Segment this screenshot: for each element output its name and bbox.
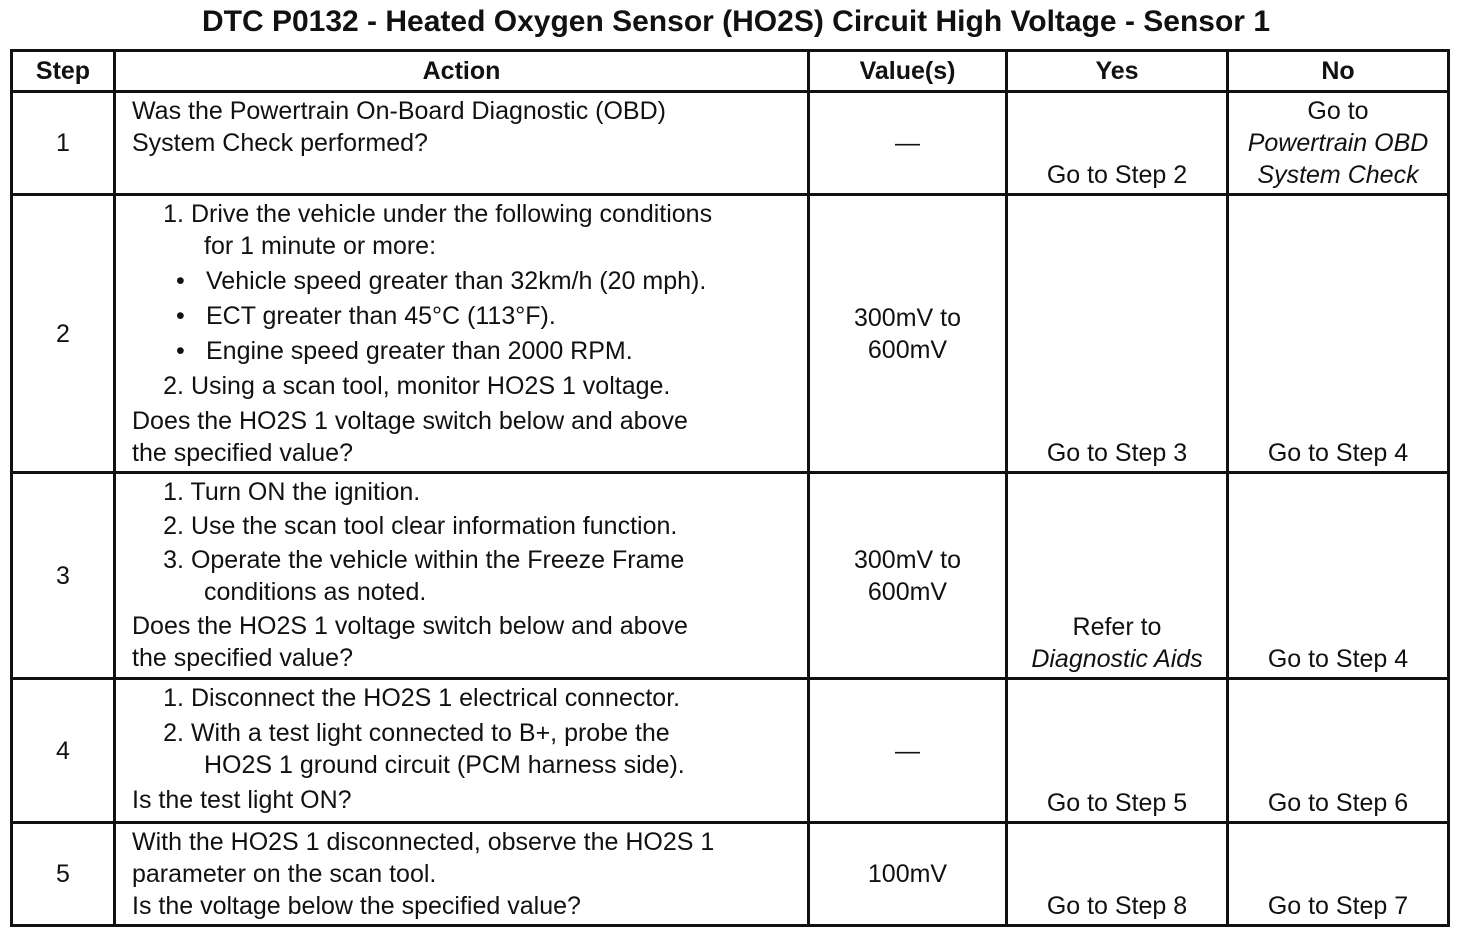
step-number: 2 [12,195,115,473]
yes-link[interactable]: Go to Step 2 [1046,161,1188,189]
page-title: DTC P0132 - Heated Oxygen Sensor (HO2S) Circuit High Voltage - Sensor 1 [201,5,1271,38]
step-number: 5 [12,823,115,926]
no-link[interactable]: Go to Step 6 [1267,789,1409,817]
value-line: 300mV to [853,545,961,574]
action-line: the specified value? [132,439,353,467]
item-number: 2. [163,719,184,747]
yes-cell [1007,679,1228,823]
no-link[interactable]: Go to Step 7 [1267,892,1409,920]
bullet-text: ECT greater than 45°C (113°F). [206,302,556,330]
action-item [132,198,797,262]
value-cell [809,195,1007,473]
action-cell [115,473,809,679]
yes-link[interactable]: Go to Step 5 [1046,789,1188,817]
no-cell [1228,823,1449,926]
no-link[interactable]: Go to [1307,97,1369,125]
bullet-text: Engine speed greater than 2000 RPM. [206,337,633,365]
action-item [132,370,797,402]
no-reference[interactable]: System Check [1257,161,1419,189]
yes-link[interactable]: Refer to [1072,613,1162,641]
value-cell [809,473,1007,679]
item-number: 1. [163,200,184,228]
action-item [132,510,797,542]
no-cell [1228,92,1449,195]
action-line: Is the test light ON? [132,786,352,814]
diagnostic-table [10,49,1450,927]
action-line: the specified value? [132,644,353,672]
action-cell [115,92,809,195]
no-cell [1228,679,1449,823]
condition-bullet [132,300,797,332]
no-cell [1228,195,1449,473]
action-line: Does the HO2S 1 voltage switch below and above [132,407,688,435]
action-line: parameter on the scan tool. [132,860,437,888]
no-reference[interactable]: Powertrain OBD [1247,129,1429,157]
item-number: 2. [163,372,184,400]
action-line: HO2S 1 ground circuit (PCM harness side). [204,751,685,779]
value-line: — [895,129,920,157]
action-item [132,476,797,508]
header-step: Step [12,51,115,92]
action-line: Use the scan tool clear information function. [190,512,678,540]
header-values: Value(s) [809,51,1007,92]
table-row [12,823,1449,926]
action-line: Was the Powertrain On-Board Diagnostic (OBD) [132,97,666,125]
action-item [132,717,797,781]
action-cell [115,679,809,823]
action-line: Using a scan tool, monitor HO2S 1 voltage. [190,372,671,400]
action-line: Disconnect the HO2S 1 electrical connector. [190,684,681,712]
value-cell [809,823,1007,926]
action-item [132,682,797,714]
no-cell [1228,473,1449,679]
bullet-icon: • [176,302,185,330]
action-line: Drive the vehicle under the following conditions [190,200,713,228]
action-line: System Check performed? [132,129,428,157]
yes-reference[interactable]: Diagnostic Aids [1031,645,1203,673]
value-line: 300mV to [853,303,961,332]
action-line: Operate the vehicle within the Freeze Frame [190,546,685,574]
header-yes: Yes [1007,51,1228,92]
action-cell [115,195,809,473]
no-link[interactable]: Go to Step 4 [1267,645,1409,673]
yes-cell [1007,195,1228,473]
condition-bullet [132,265,797,297]
item-number: 1. [163,684,184,712]
value-line: — [895,736,920,765]
no-link[interactable]: Go to Step 4 [1267,439,1409,467]
yes-cell [1007,823,1228,926]
value-cell [809,679,1007,823]
action-line: Does the HO2S 1 voltage switch below and above [132,612,688,640]
bullet-text: Vehicle speed greater than 32km/h (20 mph). [206,267,707,295]
yes-cell [1007,473,1228,679]
header-no: No [1228,51,1449,92]
value-cell [809,92,1007,195]
action-cell [115,823,809,926]
value-line: 600mV [867,577,948,606]
action-item [132,544,797,608]
table-row [12,473,1449,679]
action-question [132,405,797,469]
yes-cell [1007,92,1228,195]
item-number: 2. [163,512,184,540]
table-row [12,195,1449,473]
value-line: 100mV [867,860,948,888]
action-line: With the HO2S 1 disconnected, observe the HO2S 1 [132,828,715,856]
table-row [12,679,1449,823]
header-action: Action [115,51,809,92]
condition-bullet [132,335,797,367]
action-question [132,784,797,816]
item-number: 1. [163,478,184,506]
action-question [132,610,797,674]
step-number: 4 [12,679,115,823]
action-line: With a test light connected to B+, probe the [190,719,670,747]
step-number: 3 [12,473,115,679]
step-number: 1 [12,92,115,195]
table-header-row [12,51,1449,92]
bullet-icon: • [176,337,185,365]
action-question [132,826,797,922]
yes-link[interactable]: Go to Step 8 [1046,892,1188,920]
yes-link[interactable]: Go to Step 3 [1046,439,1188,467]
action-question [132,95,797,159]
action-line: for 1 minute or more: [204,232,437,260]
value-line: 600mV [867,335,948,364]
action-line: Turn ON the ignition. [190,478,421,506]
action-line: Is the voltage below the specified value? [132,892,581,920]
bullet-icon: • [176,267,185,295]
action-line: conditions as noted. [204,578,427,606]
table-row [12,92,1449,195]
item-number: 3. [163,546,184,574]
